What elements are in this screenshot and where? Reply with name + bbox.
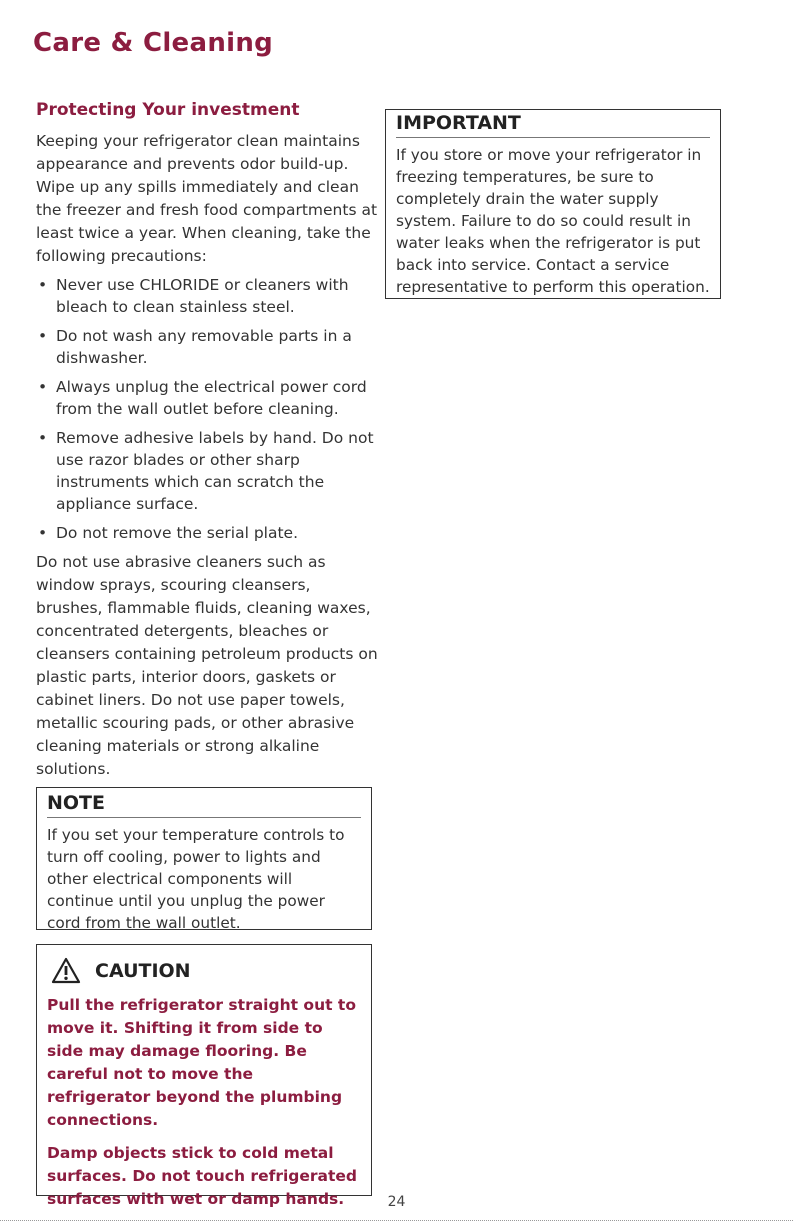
list-item <box>36 522 381 544</box>
protecting-investment-section <box>36 100 381 781</box>
list-item-text: Do not wash any removable parts in a dishwasher. <box>56 327 352 367</box>
important-title: IMPORTANT <box>396 112 710 138</box>
intro-paragraph: Keeping your refrigerator clean maintains appearance and prevents odor build-up. Wipe up any spills immediately and clean the freezer and fresh food compartments at least twice a year. When cleaning, take the following precautions: <box>36 132 378 265</box>
abrasive-cleaners-paragraph: Do not use abrasive cleaners such as window sprays, scouring cleansers, brushes, flammable fluids, cleaning waxes, concentrated detergents, bleaches or cleansers containing petroleum products on plastic parts, interior doors, gaskets or cabinet liners. Do not use paper towels, metallic scouring pads, or other abrasive cleaning materials or strong alkaline solutions. <box>36 553 378 778</box>
precautions-list <box>36 274 381 544</box>
list-item <box>36 427 381 515</box>
page-number: 24 <box>387 1194 406 1210</box>
important-section <box>385 109 721 299</box>
caution-box <box>36 944 372 1208</box>
caution-title: CAUTION <box>95 959 191 982</box>
note-text: If you set your temperature controls to turn off cooling, power to lights and other electrical components will continue until you unplug the power cord from the wall outlet. <box>47 826 345 932</box>
bullet-icon: • <box>38 524 48 542</box>
list-item-text: Never use CHLORIDE or cleaners with bleach to clean stainless steel. <box>56 276 349 316</box>
bullet-icon: • <box>38 276 48 294</box>
note-title: NOTE <box>47 792 361 818</box>
list-item-text: Do not remove the serial plate. <box>56 524 299 542</box>
warning-triangle-icon <box>51 957 81 984</box>
important-box <box>385 109 721 299</box>
list-item <box>36 376 381 420</box>
caution-paragraph: Damp objects stick to cold metal surfaces. Do not touch refrigerated surfaces with wet or damp hands. <box>47 1144 358 1208</box>
list-item <box>36 325 381 369</box>
page-title: Care & Cleaning <box>33 28 274 58</box>
footer-divider <box>0 1220 793 1221</box>
important-text: If you store or move your refrigerator in freezing temperatures, be sure to completely drain the water supply system. Failure to do so could result in water leaks when the refrigerator is put back into service. Contact a service representative to perform this operation. <box>396 146 710 296</box>
caution-header <box>47 949 361 994</box>
list-item-text: Always unplug the electrical power cord from the wall outlet before cleaning. <box>56 378 367 418</box>
bullet-icon: • <box>38 429 48 447</box>
bullet-icon: • <box>38 378 48 396</box>
note-box <box>36 787 372 930</box>
caution-paragraph: Pull the refrigerator straight out to move it. Shifting it from side to side may damage flooring. Be careful not to move the refrigerator beyond the plumbing connections. <box>47 996 356 1129</box>
section-heading: Protecting Your investment <box>36 100 300 120</box>
list-item <box>36 274 381 318</box>
bullet-icon: • <box>38 327 48 345</box>
list-item-text: Remove adhesive labels by hand. Do not use razor blades or other sharp instruments which can scratch the appliance surface. <box>56 429 374 513</box>
